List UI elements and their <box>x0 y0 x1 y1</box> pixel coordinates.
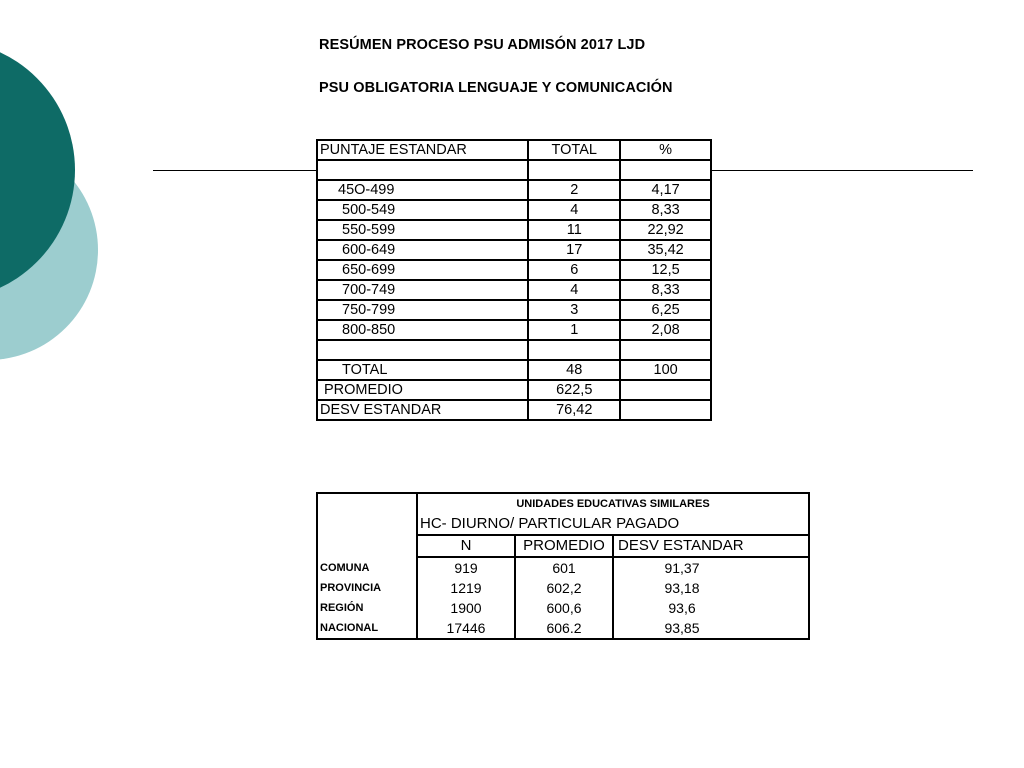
pct-cell: 35,42 <box>620 240 711 260</box>
header-total: TOTAL <box>528 140 620 160</box>
table-row <box>317 280 711 300</box>
col-n: N <box>417 535 515 557</box>
pct-cell: 8,33 <box>620 200 711 220</box>
desv-cell: 93,85 <box>664 620 700 636</box>
col-desv: DESV ESTANDAR <box>613 535 809 557</box>
total-value: 48 <box>528 360 620 380</box>
range-cell: 550-599 <box>317 220 528 240</box>
pct-cell: 2,08 <box>620 320 711 340</box>
desv-row <box>317 400 711 420</box>
decorative-circles <box>0 0 110 410</box>
table-row <box>317 618 809 639</box>
table-row <box>317 578 809 598</box>
total-cell: 17 <box>528 240 620 260</box>
range-cell: 500-549 <box>317 200 528 220</box>
table-row <box>317 320 711 340</box>
table-row <box>317 240 711 260</box>
promedio-label: PROMEDIO <box>317 380 528 400</box>
promedio-row <box>317 380 711 400</box>
pct-cell: 8,33 <box>620 280 711 300</box>
n-cell: 1900 <box>417 598 515 618</box>
promedio-value: 622,5 <box>528 380 620 400</box>
n-cell: 919 <box>417 557 515 578</box>
pct-cell: 6,25 <box>620 300 711 320</box>
desv-label: DESV ESTANDAR <box>317 400 528 420</box>
row-label: REGIÓN <box>317 598 417 618</box>
total-cell: 1 <box>528 320 620 340</box>
row-label: PROVINCIA <box>317 578 417 598</box>
desv-cell: 93,18 <box>664 580 700 596</box>
col-promedio: PROMEDIO <box>515 535 613 557</box>
row-label: NACIONAL <box>317 618 417 639</box>
table-row <box>317 557 809 578</box>
n-cell: 17446 <box>417 618 515 639</box>
table-row <box>317 598 809 618</box>
desv-cell: 93,6 <box>668 600 696 616</box>
promedio-cell: 601 <box>515 557 613 578</box>
total-cell: 6 <box>528 260 620 280</box>
range-cell: 750-799 <box>317 300 528 320</box>
similar-units-table <box>316 492 810 640</box>
range-cell: 650-699 <box>317 260 528 280</box>
promedio-cell: 602,2 <box>515 578 613 598</box>
range-cell: 800-850 <box>317 320 528 340</box>
page-title: RESÚMEN PROCESO PSU ADMISÓN 2017 LJD <box>319 37 646 53</box>
desv-cell: 91,37 <box>664 560 700 576</box>
table-row <box>317 180 711 200</box>
table-row <box>317 260 711 280</box>
table-row-empty <box>317 160 711 180</box>
header-pct: % <box>620 140 711 160</box>
similar-units-header: UNIDADES EDUCATIVAS SIMILARES <box>516 498 710 510</box>
range-cell: 45O-499 <box>317 180 528 200</box>
pct-cell: 4,17 <box>620 180 711 200</box>
row-label: COMUNA <box>317 557 417 578</box>
page-subtitle: PSU OBLIGATORIA LENGUAJE Y COMUNICACIÓN <box>319 80 673 96</box>
header-small-row <box>317 493 809 514</box>
table-header-row <box>317 140 711 160</box>
total-cell: 11 <box>528 220 620 240</box>
header-puntaje: PUNTAJE ESTANDAR <box>317 140 528 160</box>
promedio-cell: 606.2 <box>515 618 613 639</box>
range-cell: 700-749 <box>317 280 528 300</box>
school-type-header: HC- DIURNO/ PARTICULAR PAGADO <box>417 514 809 535</box>
total-cell: 3 <box>528 300 620 320</box>
table-row-empty <box>317 340 711 360</box>
total-row <box>317 360 711 380</box>
total-label: TOTAL <box>317 360 528 380</box>
total-cell: 4 <box>528 200 620 220</box>
desv-value: 76,42 <box>528 400 620 420</box>
total-cell: 2 <box>528 180 620 200</box>
range-cell: 600-649 <box>317 240 528 260</box>
table-row <box>317 300 711 320</box>
total-pct: 100 <box>620 360 711 380</box>
total-cell: 4 <box>528 280 620 300</box>
pct-cell: 12,5 <box>620 260 711 280</box>
scores-table <box>316 139 712 421</box>
table-row <box>317 220 711 240</box>
n-cell: 1219 <box>417 578 515 598</box>
pct-cell: 22,92 <box>620 220 711 240</box>
promedio-cell: 600,6 <box>515 598 613 618</box>
table-row <box>317 200 711 220</box>
